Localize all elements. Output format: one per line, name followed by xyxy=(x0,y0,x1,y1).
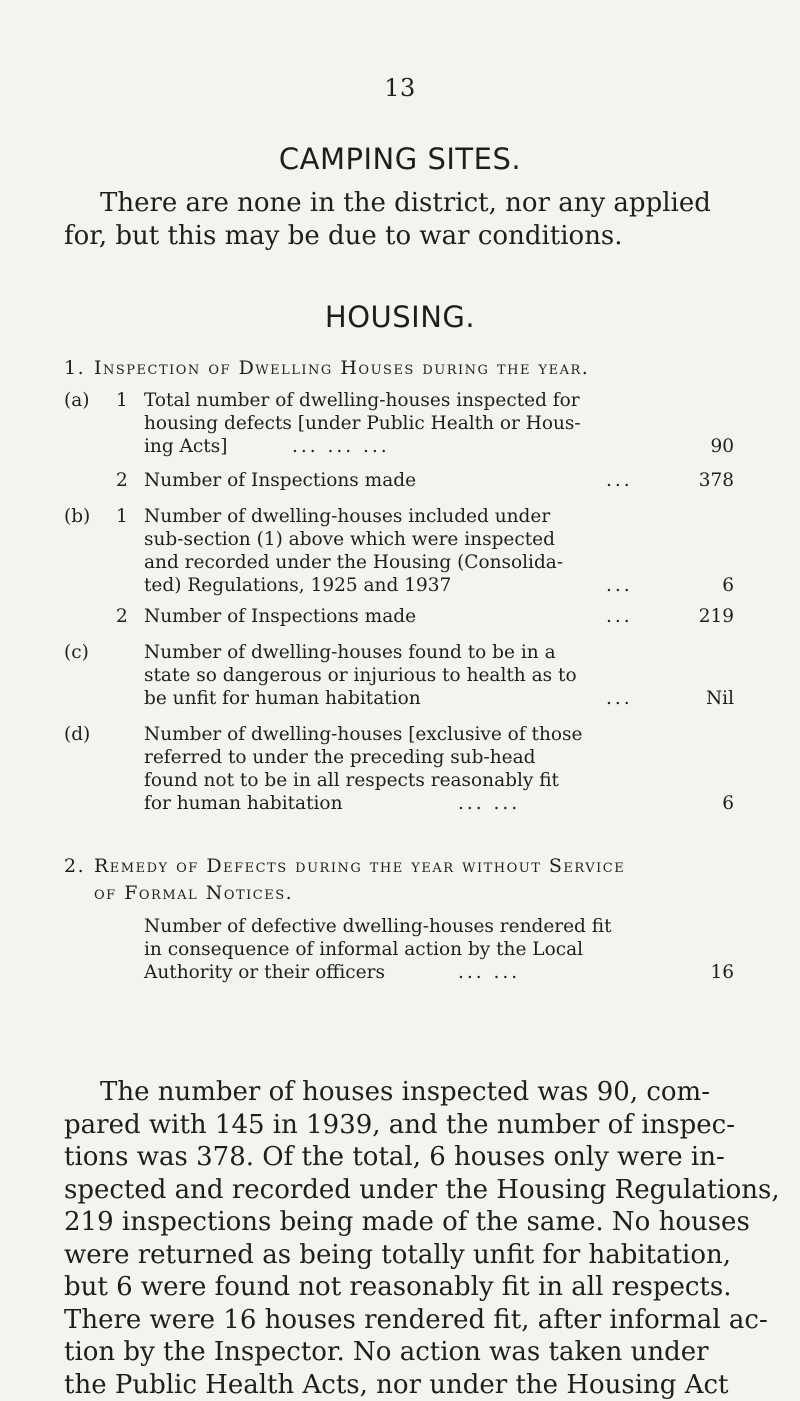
item-sub-number: 1 xyxy=(116,389,136,412)
summary-line: tion by the Inspector. No action was taken under xyxy=(64,1336,744,1369)
item-text-line: in consequence of informal action by the Local xyxy=(144,938,644,961)
item-value: 16 xyxy=(710,961,734,984)
section-title-text: Remedy of Defects during the year without Service xyxy=(94,855,625,877)
item-text xyxy=(144,389,644,458)
housing-heading: HOUSING. xyxy=(0,300,800,334)
item-letter: (d) xyxy=(64,723,94,746)
section-title-text: of Formal Notices. xyxy=(64,880,734,907)
summary-line: The number of houses inspected was 90, com- xyxy=(64,1076,744,1109)
item-text-line: Number of dwelling-houses found to be in a xyxy=(144,641,644,664)
summary-line: were returned as being totally unfit for habitation, xyxy=(64,1239,744,1272)
summary-line: the Public Health Acts, nor under the Housing Act xyxy=(64,1369,744,1401)
inspection-item xyxy=(64,389,734,463)
item-text-line: Total number of dwelling-houses inspected for xyxy=(144,389,644,412)
item-text-line: ted) Regulations, 1925 and 1937 xyxy=(144,574,644,597)
summary-line: 219 inspections being made of the same. No houses xyxy=(64,1206,744,1239)
inspection-item xyxy=(64,469,734,497)
leader-dots: ... xyxy=(606,687,633,710)
item-value: 6 xyxy=(722,574,734,597)
summary-line: tions was 378. Of the total, 6 houses only were in- xyxy=(64,1141,744,1174)
item-text-line: ing Acts] xyxy=(144,435,644,458)
camping-sites-paragraph xyxy=(64,187,744,253)
remedy-section-title xyxy=(64,853,734,907)
leader-dots: ... ... ... xyxy=(292,435,390,458)
item-text-line: found not to be in all respects reasonably fit xyxy=(144,769,644,792)
item-value: 6 xyxy=(722,792,734,815)
inspection-item xyxy=(64,723,734,817)
summary-line: but 6 were found not reasonably fit in all respects. xyxy=(64,1271,744,1304)
item-text-line: Number of dwelling-houses [exclusive of those xyxy=(144,723,644,746)
item-text xyxy=(144,915,644,984)
item-text-line: referred to under the preceding sub-head xyxy=(144,746,644,769)
item-text-line: Number of Inspections made xyxy=(144,469,644,492)
item-text-line: Number of defective dwelling-houses rendered fit xyxy=(144,915,644,938)
item-text xyxy=(144,605,644,628)
item-sub-number: 2 xyxy=(116,469,136,492)
inspection-section-title xyxy=(64,356,734,381)
leader-dots: ... xyxy=(606,469,633,492)
inspection-section xyxy=(64,356,734,817)
item-value: 90 xyxy=(710,435,734,458)
item-text-line: Number of Inspections made xyxy=(144,605,644,628)
leader-dots: ... xyxy=(606,605,633,628)
item-text xyxy=(144,505,644,597)
item-sub-number: 1 xyxy=(116,505,136,528)
section-title-text: Inspection of Dwelling Houses during the year. xyxy=(94,357,589,379)
item-text xyxy=(144,641,644,710)
item-text-line: state so dangerous or injurious to health as to xyxy=(144,664,644,687)
leader-dots: ... xyxy=(606,574,633,597)
item-text-line: Number of dwelling-houses included under xyxy=(144,505,644,528)
item-value: Nil xyxy=(706,687,734,710)
summary-line: pared with 145 in 1939, and the number of inspec- xyxy=(64,1109,744,1142)
remedy-section xyxy=(64,853,734,989)
camping-text-line: for, but this may be due to war conditions. xyxy=(64,221,623,251)
camping-sites-heading: CAMPING SITES. xyxy=(0,142,800,176)
section-number: 1. xyxy=(64,356,94,381)
item-text-line: housing defects [under Public Health or Hous- xyxy=(144,412,644,435)
item-letter: (b) xyxy=(64,505,94,528)
inspection-item xyxy=(64,641,734,715)
item-text-line: be unfit for human habitation xyxy=(144,687,644,710)
item-letter: (c) xyxy=(64,641,94,664)
remedy-item xyxy=(64,915,734,989)
camping-text-line: There are none in the district, nor any applied xyxy=(64,187,744,220)
leader-dots: ... ... xyxy=(458,792,520,815)
item-text-line: Authority or their officers xyxy=(144,961,644,984)
item-text-line: sub-section (1) above which were inspected xyxy=(144,528,644,551)
item-text-line: for human habitation xyxy=(144,792,644,815)
item-text-line: and recorded under the Housing (Consolida- xyxy=(144,551,644,574)
leader-dots: ... ... xyxy=(458,961,520,984)
inspection-item xyxy=(64,605,734,633)
summary-line: There were 16 houses rendered fit, after informal ac- xyxy=(64,1304,744,1337)
housing-summary-paragraph xyxy=(64,1076,744,1401)
item-sub-number: 2 xyxy=(116,605,136,628)
item-letter: (a) xyxy=(64,389,94,412)
item-value: 378 xyxy=(699,469,734,492)
summary-line: spected and recorded under the Housing Regulations, xyxy=(64,1174,744,1207)
inspection-item xyxy=(64,505,734,599)
page-number: 13 xyxy=(0,74,800,102)
item-text xyxy=(144,469,644,492)
item-text xyxy=(144,723,644,815)
item-value: 219 xyxy=(699,605,734,628)
section-number: 2. xyxy=(64,853,94,880)
